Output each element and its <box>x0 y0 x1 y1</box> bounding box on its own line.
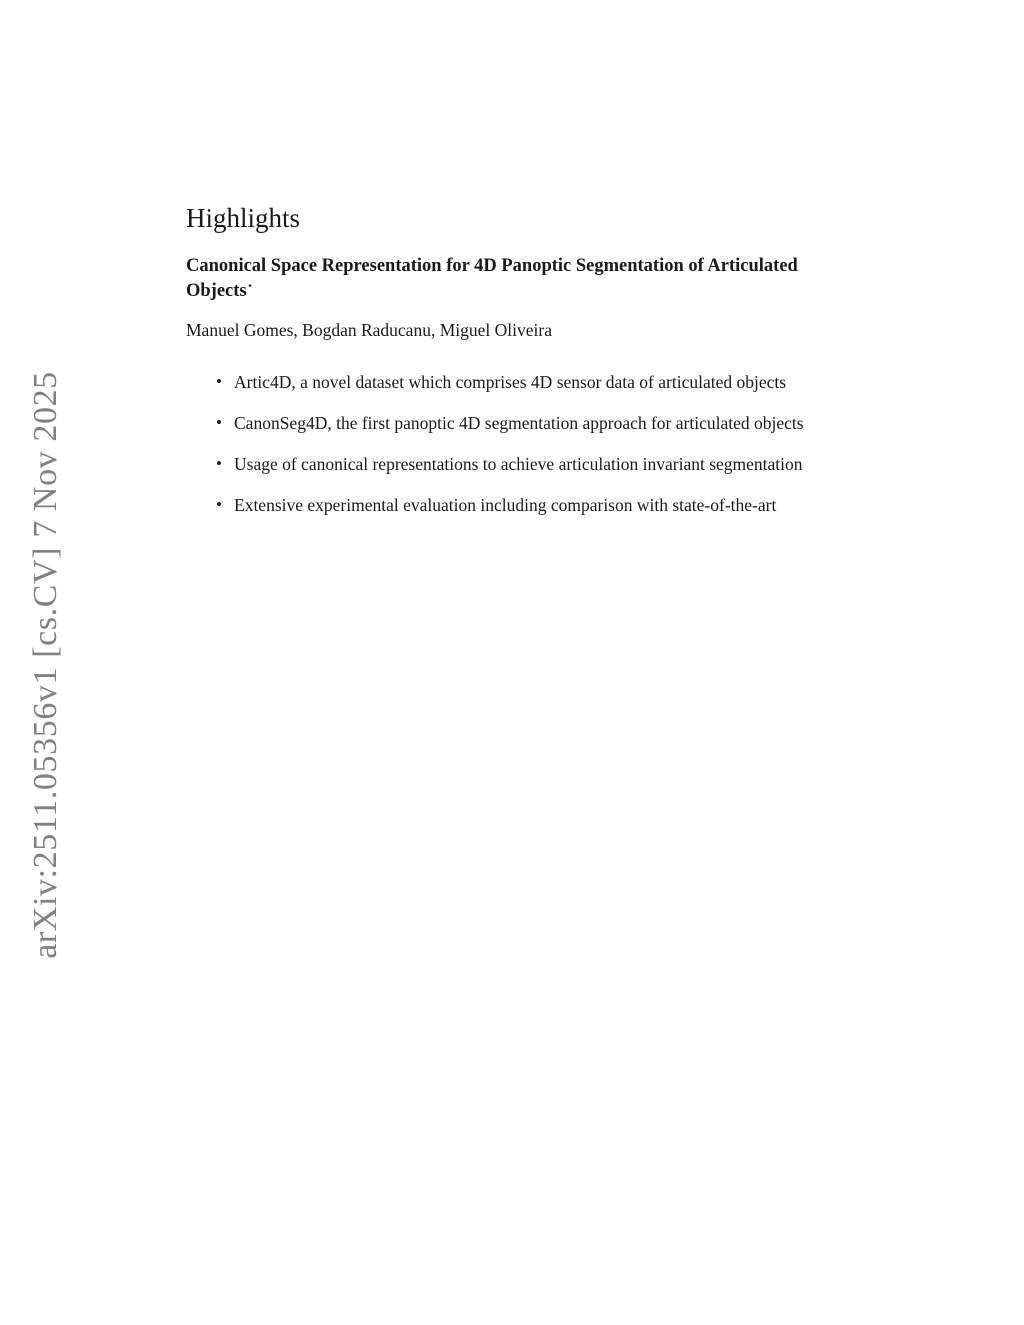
bullet-icon: • <box>216 454 222 474</box>
highlight-text: Usage of canonical representations to achieve articulation invariant segmentation <box>234 454 803 475</box>
highlight-item <box>216 370 838 394</box>
bullet-icon: • <box>216 372 222 392</box>
highlight-item <box>216 452 838 476</box>
arxiv-identifier-text: arXiv:2511.05356v1 [cs.CV] 7 Nov 2025 <box>27 371 64 959</box>
bullet-icon: • <box>216 495 222 515</box>
author-list: Manuel Gomes, Bogdan Raducanu, Miguel Oliveira <box>186 320 552 341</box>
highlight-item <box>216 493 838 517</box>
arxiv-identifier-stamp <box>26 371 66 959</box>
title-footnote-mark: ⋆ <box>246 280 254 293</box>
highlights-list <box>186 370 838 517</box>
section-heading: Highlights <box>186 203 301 233</box>
highlight-item <box>216 411 838 435</box>
paper-title <box>186 254 838 304</box>
highlight-text: CanonSeg4D, the first panoptic 4D segmentation approach for articulated objects <box>234 413 804 434</box>
highlight-text: Extensive experimental evaluation including comparison with state-of-the-art <box>234 495 777 516</box>
highlights-page <box>186 202 838 534</box>
paper-title-text: Canonical Space Representation for 4D Panoptic Segmentation of Articulated Objects <box>186 256 798 302</box>
bullet-icon: • <box>216 413 222 433</box>
highlight-text: Artic4D, a novel dataset which comprises 4D sensor data of articulated objects <box>234 372 787 393</box>
